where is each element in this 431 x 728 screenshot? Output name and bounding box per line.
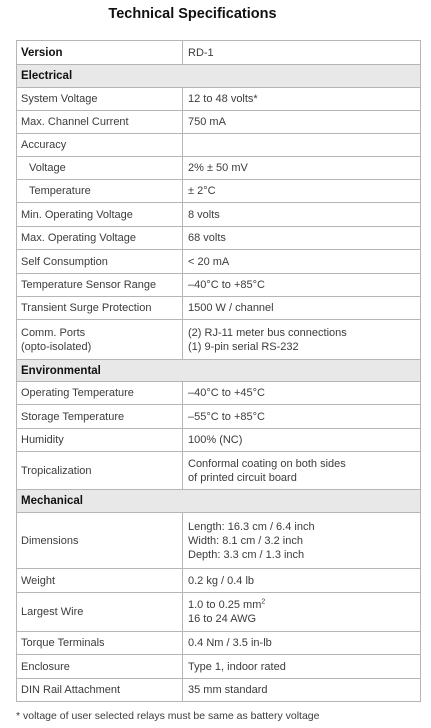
- spec-value: 0.2 kg / 0.4 lb: [183, 569, 421, 593]
- spec-value: 750 mA: [183, 111, 421, 134]
- spec-label: Max. Operating Voltage: [17, 227, 183, 250]
- spec-value-line: [188, 598, 420, 612]
- spec-label: Torque Terminals: [17, 632, 183, 655]
- spec-value-line: Conformal coating on both sides: [188, 457, 346, 470]
- table-row: [17, 679, 421, 702]
- table-row: [17, 593, 421, 632]
- table-row: [17, 111, 421, 134]
- table-row: [17, 134, 421, 157]
- spec-value-line: 16 to 24 AWG: [188, 613, 257, 625]
- spec-label: Dimensions: [17, 513, 183, 569]
- section-header-environmental: [17, 360, 421, 382]
- spec-table: [16, 40, 421, 702]
- spec-label: Largest Wire: [17, 593, 183, 632]
- table-row: [17, 320, 421, 360]
- spec-value: RD-1: [183, 41, 421, 65]
- page-title: Technical Specifications: [108, 6, 277, 22]
- table-row: [17, 569, 421, 593]
- spec-value: 100% (NC): [183, 429, 421, 452]
- spec-value-text: 1.0 to 0.25 mm: [188, 599, 262, 611]
- spec-value-line: (1) 9-pin serial RS-232: [188, 340, 299, 353]
- spec-label-line: (opto-isolated): [21, 340, 92, 353]
- spec-label: Temperature: [17, 180, 183, 203]
- spec-label: Storage Temperature: [17, 405, 183, 429]
- spec-value: 2% ± 50 mV: [183, 157, 421, 180]
- spec-label-line: Comm. Ports: [21, 326, 86, 339]
- spec-value: [183, 320, 421, 360]
- spec-label: Humidity: [17, 429, 183, 452]
- spec-value-line: Length: 16.3 cm / 6.4 inch: [188, 520, 315, 533]
- spec-label: [17, 320, 183, 360]
- spec-label: System Voltage: [17, 88, 183, 111]
- spec-value-line: of printed circuit board: [188, 471, 297, 484]
- spec-value: –55°C to +85°C: [183, 405, 421, 429]
- spec-label: Weight: [17, 569, 183, 593]
- spec-value: [183, 134, 421, 157]
- section-title: Mechanical: [17, 490, 421, 513]
- table-row: [17, 297, 421, 320]
- spec-value: ± 2°C: [183, 180, 421, 203]
- spec-value-line: Width: 8.1 cm / 3.2 inch: [188, 534, 303, 547]
- spec-label: Self Consumption: [17, 250, 183, 274]
- spec-value: –40°C to +45°C: [183, 382, 421, 405]
- table-row: [17, 632, 421, 655]
- table-row: [17, 274, 421, 297]
- spec-label: Min. Operating Voltage: [17, 203, 183, 227]
- spec-label: Operating Temperature: [17, 382, 183, 405]
- spec-label: Max. Channel Current: [17, 111, 183, 134]
- spec-value: 0.4 Nm / 3.5 in-lb: [183, 632, 421, 655]
- spec-label: DIN Rail Attachment: [17, 679, 183, 702]
- table-row: [17, 250, 421, 274]
- spec-value: Type 1, indoor rated: [183, 655, 421, 679]
- table-row: [17, 88, 421, 111]
- section-title: Electrical: [17, 65, 421, 88]
- spec-label: Voltage: [17, 157, 183, 180]
- spec-value: [183, 513, 421, 569]
- table-row: [17, 382, 421, 405]
- spec-value: < 20 mA: [183, 250, 421, 274]
- table-row: [17, 203, 421, 227]
- section-title: Environmental: [17, 360, 421, 382]
- table-row: [17, 227, 421, 250]
- table-row: [17, 157, 421, 180]
- spec-label: Temperature Sensor Range: [17, 274, 183, 297]
- table-row: [17, 655, 421, 679]
- spec-value: 8 volts: [183, 203, 421, 227]
- spec-value-line: (2) RJ-11 meter bus connections: [188, 326, 347, 339]
- table-row-version: [17, 41, 421, 65]
- spec-label: Accuracy: [17, 134, 183, 157]
- table-row: [17, 452, 421, 490]
- spec-value: 12 to 48 volts*: [183, 88, 421, 111]
- spec-label: Tropicalization: [17, 452, 183, 490]
- spec-value: 68 volts: [183, 227, 421, 250]
- spec-value: –40°C to +85°C: [183, 274, 421, 297]
- spec-value-line: Depth: 3.3 cm / 1.3 inch: [188, 548, 305, 561]
- spec-label: Enclosure: [17, 655, 183, 679]
- section-header-mechanical: [17, 490, 421, 513]
- spec-value: [183, 593, 421, 632]
- table-row: [17, 180, 421, 203]
- spec-label: Version: [17, 41, 183, 65]
- table-row: [17, 513, 421, 569]
- table-row: [17, 429, 421, 452]
- section-header-electrical: [17, 65, 421, 88]
- spec-value: 1500 W / channel: [183, 297, 421, 320]
- superscript: 2: [261, 598, 266, 606]
- spec-label: Transient Surge Protection: [17, 297, 183, 320]
- table-row: [17, 405, 421, 429]
- footnote: * voltage of user selected relays must be same as battery voltage: [16, 710, 320, 722]
- spec-value: 35 mm standard: [183, 679, 421, 702]
- spec-value: [183, 452, 421, 490]
